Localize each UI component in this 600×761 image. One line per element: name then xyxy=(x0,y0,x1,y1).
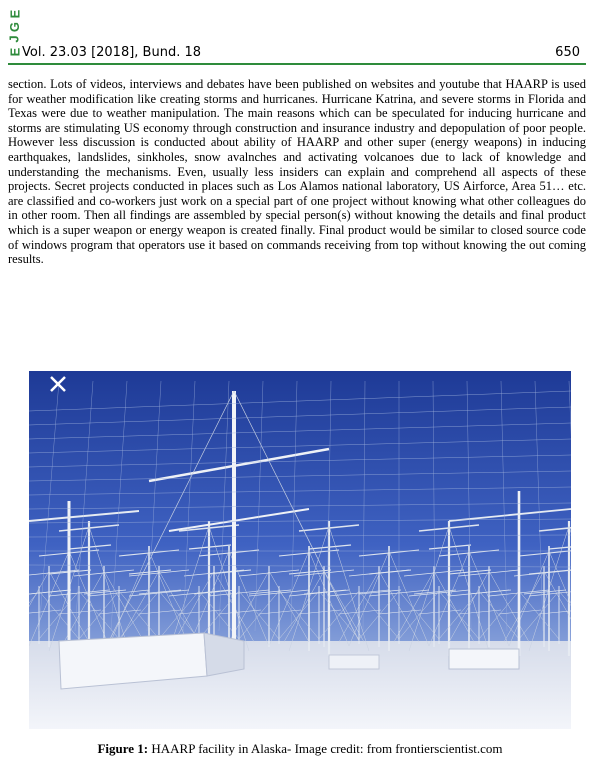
figure-caption-text: HAARP facility in Alaska- Image credit: from frontierscientist.com xyxy=(148,741,503,756)
page-number: 650 xyxy=(555,45,580,60)
figure-image xyxy=(29,371,571,729)
logo-letter: E xyxy=(6,47,22,57)
journal-logo xyxy=(8,8,22,58)
figure-label: Figure 1: xyxy=(97,741,149,756)
running-header xyxy=(22,45,580,60)
logo-letter: G xyxy=(7,21,22,32)
header-rule xyxy=(8,63,586,65)
figure-caption xyxy=(0,741,600,757)
volume-info: Vol. 23.03 [2018], Bund. 18 xyxy=(22,45,202,60)
body-paragraph: section. Lots of videos, interviews and debates have been published on websites and youtube that HAARP is used for weather modification like creating storms and hurricanes. Hurricane Katrina, and severe storms in Florida and Texas were due to weather manipulation. The main reasons which can be speculated for inducing hurricane and storms are stimulating US economy through construction and insurance industry and depopulation of poor people. However less discussion is conducted about ability of HAARP and other super (energy weapons) in inducing earthquakes, landslides, sinkholes, snow avalnches and activating volcanoes due to lack of knowledge and understanding the mechanisms. Even, usually less insiders can explain and comprehend all aspects of these projects. Secret projects conducted in places such as Los Alamos national laboratory, US Airforce, Area 51… etc. are classified and co-workers just work on a special part of one project without knowing what other colleagues do in other room. Then all findings are assembled by special person(s) without knowing the details and final product which is a super weapon or energy weapon is created finally. Final product would be similar to closed source code of windows program that operators use it based on commands receiving from top without knowing the out coming results. xyxy=(8,77,586,267)
sky xyxy=(29,371,571,661)
logo-letter: J xyxy=(6,35,22,43)
logo-letter: E xyxy=(6,9,22,19)
